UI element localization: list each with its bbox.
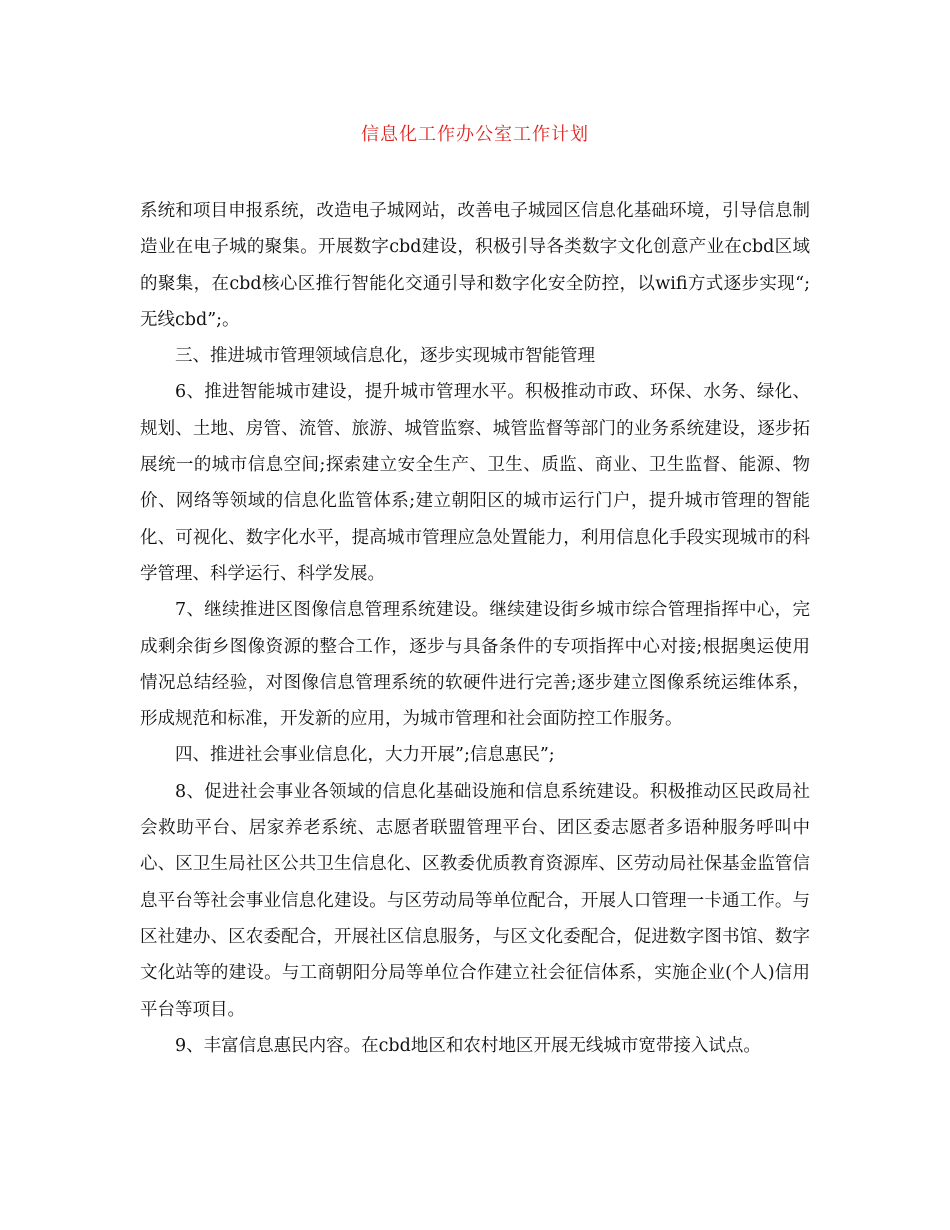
- section-heading: 三、推进城市管理领域信息化，逐步实现城市智能管理: [175, 346, 595, 367]
- section-heading: 四、推进社会事业信息化，大力开展”;信息惠民”;: [175, 745, 555, 766]
- paragraph: 6、推进智能城市建设，提升城市管理水平。积极推动市政、环保、水务、绿化、规划、土地、房管、流管、旅游、城管监察、城管监督等部门的业务系统建设，逐步拓展统一的城市信息空间;探索建立安全生产、卫生、质监、商业、卫生监督、能源、物价、网络等领域的信息化监管体系;建立朝阳区的城市运行门户，提升城市管理的智能化、可视化、数字化水平，提高城市管理应急处置能力，利用信息化手段实现城市的科学管理、科学运行、科学发展。: [140, 382, 810, 584]
- paragraph: 9、丰富信息惠民内容。在cbd地区和农村地区开展无线城市宽带接入试点。: [175, 1035, 761, 1056]
- document-title: 信息化工作办公室工作计划: [361, 124, 589, 145]
- paragraph: 系统和项目申报系统，改造电子城网站，改善电子城园区信息化基础环境，引导信息制造业在电子城的聚集。开展数字cbd建设，积极引导各类数字文化创意产业在cbd区域的聚集，在cbd核心区推行智能化交通引导和数字化安全防控，以wifi方式逐步实现“;无线cbd”;。: [140, 201, 810, 330]
- paragraph: 8、促进社会事业各领域的信息化基础设施和信息系统建设。积极推动区民政局社会救助平台、居家养老系统、志愿者联盟管理平台、团区委志愿者多语种服务呼叫中心、区卫生局社区公共卫生信息化、区教委优质教育资源库、区劳动局社保基金监管信息平台等社会事业信息化建设。与区劳动局等单位配合，开展人口管理一卡通工作。与区社建办、区农委配合，开展社区信息服务，与区文化委配合，促进数字图书馆、数字文化站等的建设。与工商朝阳分局等单位合作建立社会征信体系，实施企业(个人)信用平台等项目。: [140, 781, 810, 1020]
- document-body: [140, 193, 810, 1064]
- paragraph: 7、继续推进区图像信息管理系统建设。继续建设街乡城市综合管理指挥中心，完成剩余街乡图像资源的整合工作，逐步与具备条件的专项指挥中心对接;根据奥运使用情况总结经验，对图像信息管理系统的软硬件进行完善;逐步建立图像系统运维体系，形成规范和标准，开发新的应用，为城市管理和社会面防控工作服务。: [140, 600, 810, 730]
